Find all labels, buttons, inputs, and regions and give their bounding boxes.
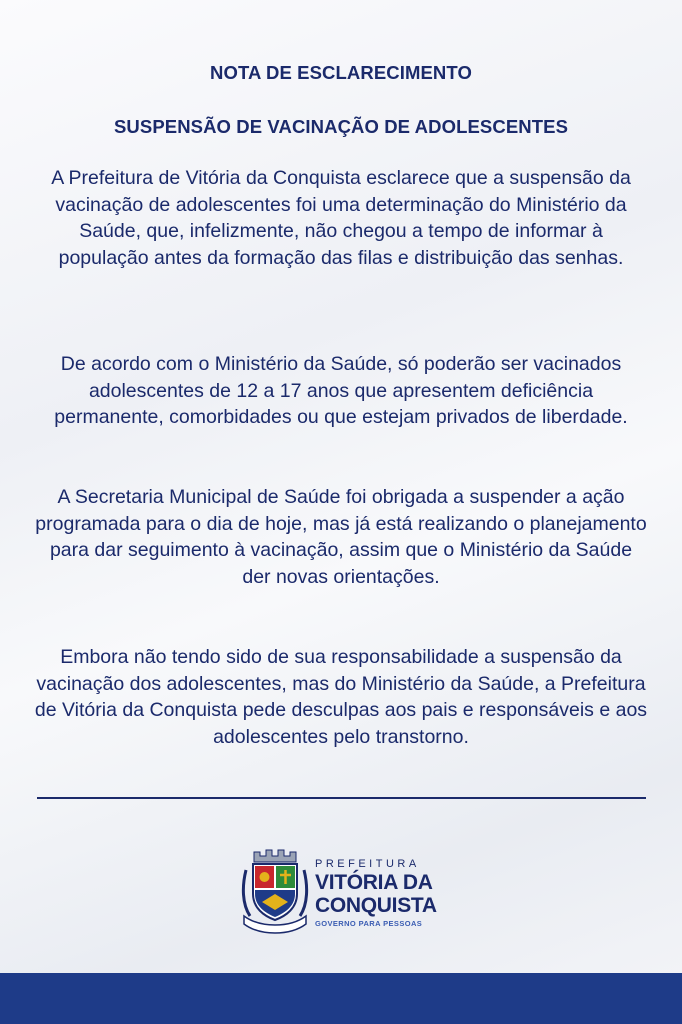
divider-line — [37, 797, 646, 799]
prefeitura-logo — [240, 846, 450, 936]
logo-tagline: GOVERNO PARA PESSOAS — [315, 919, 423, 928]
paragraph-4: Embora não tendo sido de sua responsabilidade a suspensão da vacinação dos adolescentes, mas do Ministério da Saúde, a Prefeitura de Vitória da Conquista pede desculpas aos pais e responsáveis e aos adolescentes pelo transtorno. — [34, 646, 648, 748]
logo-prefeitura-label: PREFEITURA — [315, 858, 420, 870]
note-title: NOTA DE ESCLARECIMENTO — [210, 62, 472, 83]
paragraph-1: A Prefeitura de Vitória da Conquista esclarece que a suspensão da vacinação de adolescentes foi uma determinação do Ministério da Saúde, que, infelizmente, não chegou a tempo de informar à população antes da formação das filas e distribuição das senhas. — [51, 167, 631, 269]
logo-city-line-1: VITÓRIA DA — [315, 871, 433, 894]
paragraph-3: A Secretaria Municipal de Saúde foi obrigada a suspender a ação programada para o dia de hoje, mas já está realizando o planejamento para dar seguimento à vacinação, assim que o Ministério da Saúde der novas orientações. — [35, 486, 647, 588]
paragraph-2: De acordo com o Ministério da Saúde, só poderão ser vacinados adolescentes de 12 a 17 anos que apresentem deficiência permanente, comorbidades ou que estejam privados de liberdade. — [54, 353, 628, 428]
note-subtitle: SUSPENSÃO DE VACINAÇÃO DE ADOLESCENTES — [113, 116, 569, 137]
coat-of-arms-icon — [240, 846, 310, 936]
footer-bar — [0, 973, 682, 1024]
logo-city-line-2: CONQUISTA — [315, 894, 437, 917]
